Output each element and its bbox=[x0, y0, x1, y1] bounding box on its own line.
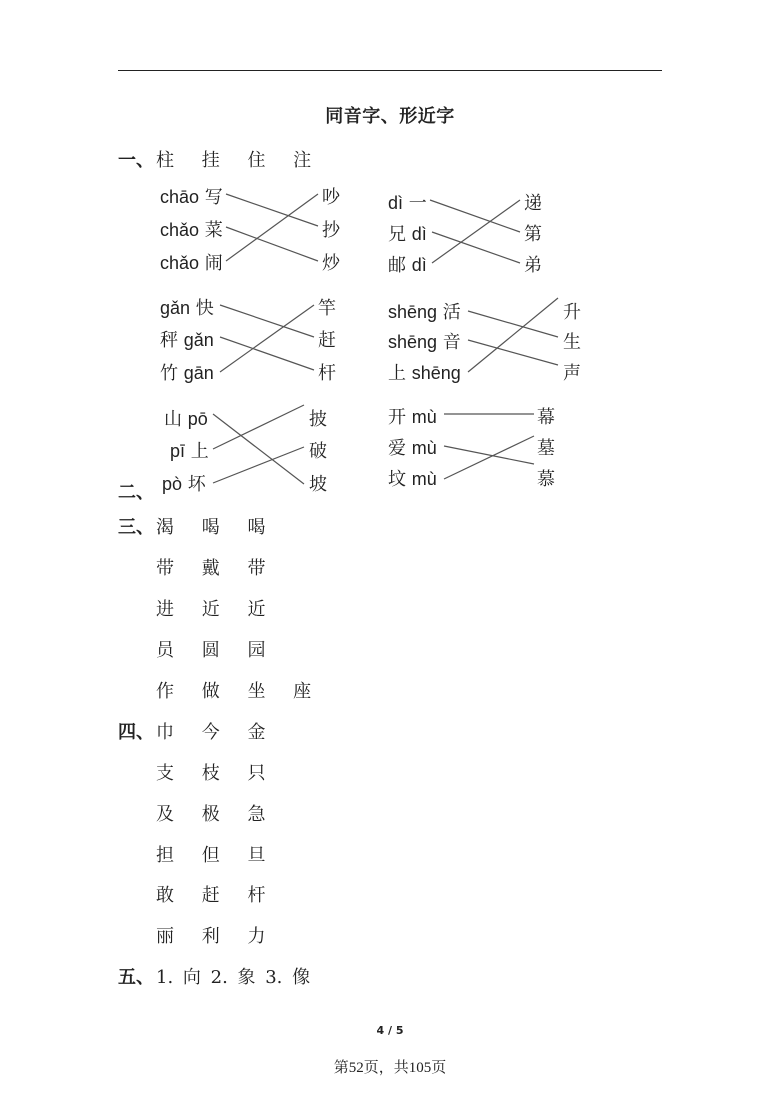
g4-right-2: 生 bbox=[563, 332, 581, 353]
section-4-row-3: 及 极 急 bbox=[156, 804, 277, 825]
section-4-number: 四、 bbox=[118, 722, 154, 743]
g3-left-1: gǎn 快 bbox=[160, 298, 214, 319]
g2-right-2: 第 bbox=[524, 224, 542, 245]
section-3-row-2: 带 戴 带 bbox=[156, 558, 277, 579]
g5-line-1 bbox=[213, 414, 304, 484]
g5-left-1: 山 pō bbox=[164, 409, 208, 430]
g2-right-1: 递 bbox=[524, 193, 542, 214]
g2-line-3 bbox=[432, 200, 520, 263]
g4-line-3 bbox=[468, 298, 558, 372]
g1-left-3: chǎo 闹 bbox=[160, 253, 223, 274]
g6-left-1: 开 mù bbox=[388, 407, 437, 428]
g4-left-1: shēng 活 bbox=[388, 302, 461, 323]
section-1-number: 一、 bbox=[118, 150, 154, 171]
g2-line-1 bbox=[430, 200, 520, 232]
section-4-row-5: 敢 赶 杆 bbox=[156, 885, 277, 906]
g6-line-3 bbox=[444, 436, 534, 479]
g3-line-2 bbox=[220, 337, 314, 370]
g3-right-1: 竿 bbox=[318, 298, 336, 319]
g6-right-3: 慕 bbox=[537, 469, 555, 490]
g2-line-2 bbox=[432, 232, 520, 263]
g4-left-3: 上 shēng bbox=[388, 363, 461, 384]
section-3-number: 三、 bbox=[118, 517, 154, 538]
section-2-number: 二、 bbox=[118, 482, 154, 503]
g5-line-2 bbox=[213, 405, 304, 449]
section-3-row-3: 进 近 近 bbox=[156, 599, 277, 620]
section-3-row-1: 渴 喝 喝 bbox=[156, 517, 277, 538]
page-number: 4 / 5 bbox=[376, 1024, 404, 1037]
g1-left-1: chāo 写 bbox=[160, 187, 223, 208]
g2-left-3: 邮 dì bbox=[388, 255, 427, 276]
section-5-number: 五、 bbox=[118, 967, 154, 988]
g5-right-3: 坡 bbox=[309, 474, 327, 495]
g1-right-2: 抄 bbox=[322, 220, 340, 241]
section-4-row-4: 担 但 旦 bbox=[156, 845, 277, 866]
g6-right-1: 幕 bbox=[537, 407, 555, 428]
g4-line-1 bbox=[468, 311, 558, 337]
g5-right-2: 破 bbox=[309, 441, 327, 462]
section-3-row-5: 作 做 坐 座 bbox=[156, 681, 323, 702]
g4-left-2: shēng 音 bbox=[388, 332, 461, 353]
g6-left-3: 坟 mù bbox=[388, 469, 437, 490]
g6-left-2: 爱 mù bbox=[388, 438, 437, 459]
g5-right-1: 披 bbox=[309, 409, 327, 430]
section-4-row-6: 丽 利 力 bbox=[156, 926, 277, 947]
section-4-row-2: 支 枝 只 bbox=[156, 763, 277, 784]
g3-line-1 bbox=[220, 305, 314, 337]
g3-left-2: 秤 gǎn bbox=[160, 330, 214, 351]
g5-left-2: pī 上 bbox=[170, 441, 209, 462]
g4-right-1: 升 bbox=[563, 302, 581, 323]
g2-left-1: dì 一 bbox=[388, 193, 427, 214]
g6-right-2: 墓 bbox=[537, 438, 555, 459]
section-4-row-1: 巾 今 金 bbox=[156, 722, 277, 743]
g3-right-2: 赶 bbox=[318, 330, 336, 351]
g3-right-3: 杆 bbox=[318, 363, 336, 384]
g4-right-3: 声 bbox=[563, 363, 581, 384]
section-3-row-4: 员 圆 园 bbox=[156, 640, 277, 661]
g2-left-2: 兄 dì bbox=[388, 224, 427, 245]
g3-left-3: 竹 gān bbox=[160, 363, 214, 384]
g1-line-3 bbox=[226, 194, 318, 261]
g1-right-1: 吵 bbox=[322, 187, 340, 208]
g4-line-2 bbox=[468, 340, 558, 365]
page-title: 同音字、形近字 bbox=[325, 106, 455, 127]
g6-line-2 bbox=[444, 446, 534, 464]
g5-left-3: pò 坏 bbox=[162, 474, 206, 495]
page-footer: 第52页，共105页 bbox=[333, 1060, 447, 1076]
g1-line-1 bbox=[226, 194, 318, 226]
g1-left-2: chǎo 菜 bbox=[160, 220, 223, 241]
g3-line-3 bbox=[220, 305, 314, 372]
g5-line-3 bbox=[213, 447, 304, 483]
g1-line-2 bbox=[226, 227, 318, 261]
section-5-answer: 1. 向 2. 象 3. 像 bbox=[156, 967, 311, 988]
header-rule bbox=[118, 70, 662, 71]
g1-right-3: 炒 bbox=[322, 253, 340, 274]
section-1-answer: 柱 挂 住 注 bbox=[156, 150, 323, 171]
g2-right-3: 弟 bbox=[524, 255, 542, 276]
